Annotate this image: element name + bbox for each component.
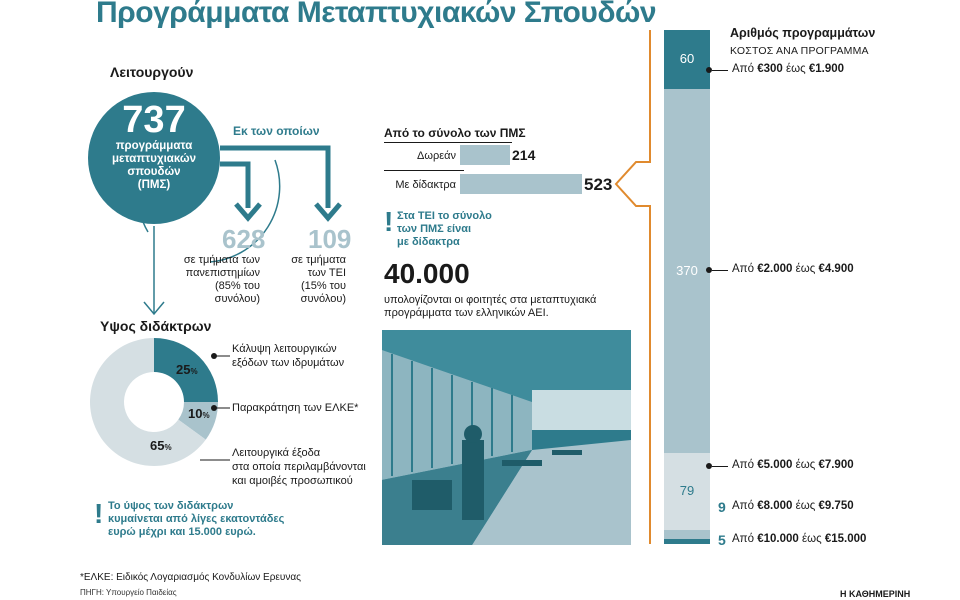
text-line: των ΤΕΙ <box>307 267 346 279</box>
segment-value: 60 <box>679 51 695 67</box>
pie-label-elke <box>232 401 358 415</box>
price-range-5 <box>732 533 866 545</box>
price-to: €9.750 <box>818 500 854 512</box>
text-line: Παρακράτηση των ΕΛΚΕ* <box>232 402 359 414</box>
price-range-4 <box>732 500 854 512</box>
price-text: έως <box>792 263 819 275</box>
text-line: συνόλου) <box>214 293 260 305</box>
circle-text-line: προγράμματα <box>115 140 193 152</box>
circle-text-line: μεταπτυχιακών <box>111 153 197 165</box>
circle-text-line: σπουδών <box>127 166 181 178</box>
pie-unit: % <box>164 443 172 452</box>
fees-title: Υψος διδάκτρων <box>100 318 212 334</box>
bar-paid <box>460 174 582 194</box>
column-title: Αριθμός προγραμμάτων <box>730 26 876 40</box>
price-range-1 <box>732 63 844 75</box>
tei-note <box>397 210 492 249</box>
column-subtitle: ΚΟΣΤΟΣ ΑΝΑ ΠΡΟΓΡΑΜΜΑ <box>730 45 869 57</box>
pms-total-title: Από το σύνολο των ΠΜΣ <box>384 126 526 140</box>
bar-free <box>460 145 510 165</box>
pie-value: 25 <box>176 362 191 377</box>
price-range-3 <box>732 459 854 471</box>
circle-text-line: (ΠΜΣ) <box>137 179 171 191</box>
universities-number: 628 <box>222 224 266 254</box>
segment-value: 370 <box>676 262 698 278</box>
pie-unit: % <box>202 411 210 420</box>
segment-value: 79 <box>679 483 695 499</box>
bar-value-paid: 523 <box>584 175 613 194</box>
divider <box>384 170 464 171</box>
price-from: €10.000 <box>757 533 799 545</box>
price-range-2 <box>732 263 854 275</box>
price-from: €5.000 <box>757 459 793 471</box>
text-line: (15% του <box>300 280 346 292</box>
leader-line <box>712 466 728 467</box>
operating-label: Λειτουργούν <box>110 64 194 80</box>
segment-5000-7900 <box>664 453 710 531</box>
price-text: Από <box>732 533 758 545</box>
text-line: σε τμήματα <box>291 254 346 266</box>
price-text: έως <box>798 533 825 545</box>
text-line: στα οποία περιλαμβάνονται <box>232 461 366 473</box>
exclamation-icon: ! <box>94 498 104 529</box>
leader-line <box>712 70 728 71</box>
text-line: Κάλυψη λειτουργικών <box>232 343 337 355</box>
exclamation-icon: ! <box>384 206 394 237</box>
text-line: κυμαίνεται από λίγες εκατοντάδες <box>108 513 285 525</box>
text-line: και αμοιβές προσωπικού <box>232 475 353 487</box>
bar-value-free: 214 <box>512 147 536 163</box>
of-which-label: Εκ των οποίων <box>233 124 320 138</box>
bar-label-paid: Με δίδακτρα <box>395 179 456 191</box>
text-line: συνόλου) <box>300 293 346 305</box>
students-text: υπολογίζονται οι φοιτητές στα μεταπτυχιακά προγράμματα των ελληνικών ΑΕΙ. <box>384 294 597 319</box>
price-text: έως <box>782 63 809 75</box>
text-line: Λειτουργικά έξοδα <box>232 447 321 459</box>
total-programmes-number: 737 <box>122 99 186 141</box>
text-line: Το ύψος των διδάκτρων <box>108 500 234 512</box>
page-title: Προγράμματα Μεταπτυχιακών Σπουδών <box>96 0 657 29</box>
students-number: 40.000 <box>384 258 470 289</box>
pie-label-operating-expenses <box>232 446 366 488</box>
text-line: των ΠΜΣ είναι <box>397 223 472 235</box>
pie-unit: % <box>190 367 198 376</box>
segment-10000-15000 <box>664 539 710 544</box>
price-text: έως <box>792 459 819 471</box>
price-text: Από <box>732 63 758 75</box>
price-from: €8.000 <box>757 500 793 512</box>
text-line: (85% του <box>214 280 260 292</box>
brand-logo: Η ΚΑΘΗΜΕΡΙΝΗ <box>840 589 911 599</box>
price-from: €2.000 <box>757 263 793 275</box>
cost-stacked-bar <box>664 30 710 544</box>
segment-value-small: 5 <box>718 532 726 548</box>
pie-value: 65 <box>150 438 165 453</box>
text-line: Στα ΤΕΙ το σύνολο <box>397 210 492 222</box>
text-line: πανεπιστημίων <box>185 267 260 279</box>
universities-text <box>160 254 260 306</box>
footnote: *ΕΛΚΕ: Ειδικός Λογαριασμός Κονδυλίων Ερευνας <box>80 572 301 583</box>
segment-8000-9750 <box>664 530 710 539</box>
price-to: €7.900 <box>818 459 854 471</box>
pie-label-operating-costs <box>232 342 344 370</box>
total-programmes-circle <box>88 92 220 224</box>
price-to: €4.900 <box>818 263 854 275</box>
source: ΠΗΓΗ: Υπουργείο Παιδείας <box>80 588 177 597</box>
tei-text <box>270 254 346 306</box>
price-text: Από <box>732 500 758 512</box>
segment-2000-4900 <box>664 89 710 453</box>
price-from: €300 <box>757 63 783 75</box>
pie-value: 10 <box>188 406 203 421</box>
text-line: εξόδων των ιδρυμάτων <box>232 357 345 369</box>
text-line: ευρώ μέχρι και 15.000 ευρώ. <box>108 526 256 538</box>
pie-value-label <box>176 362 198 377</box>
text-line: με δίδακτρα <box>397 236 460 248</box>
pie-value-label <box>150 438 172 453</box>
price-to: €1.900 <box>808 63 845 75</box>
price-text: έως <box>792 500 819 512</box>
price-to: €15.000 <box>824 533 867 545</box>
segment-value-small: 9 <box>718 499 726 515</box>
library-photo <box>382 330 631 545</box>
divider <box>384 142 512 143</box>
leader-line <box>712 270 728 271</box>
fees-note <box>108 500 284 539</box>
price-text: Από <box>732 263 758 275</box>
tei-number: 109 <box>308 224 352 254</box>
price-text: Από <box>732 459 758 471</box>
text-line: σε τμήματα των <box>183 254 260 266</box>
segment-300-1900 <box>664 30 710 89</box>
bar-label-free: Δωρεάν <box>417 150 456 162</box>
